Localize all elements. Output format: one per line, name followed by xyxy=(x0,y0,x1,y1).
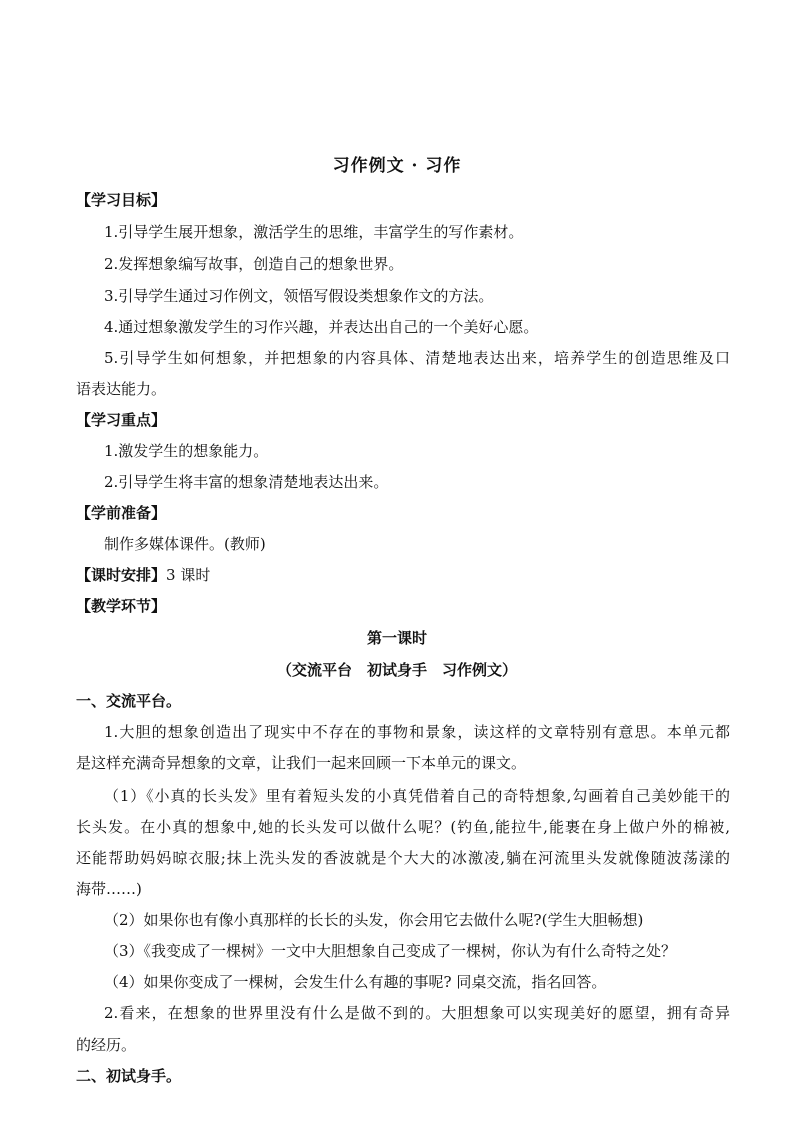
objective-item: 1.引导学生展开想象，激活学生的思维，丰富学生的写作素材。 xyxy=(104,223,524,241)
question3: （3）《我变成了一棵树》一文中大胆想象自己变成了一棵树，你认为有什么奇特之处？ xyxy=(104,942,677,960)
lesson1-subtitle: （交流平台 初试身手 习作例文） xyxy=(276,661,517,679)
preparation-text: 制作多媒体课件。(教师) xyxy=(104,535,266,553)
objective-item-5-line1: 5.引导学生如何想象，并把想象的内容具体、清楚地表达出来，培养学生的创造思维及口 xyxy=(104,349,730,367)
objective-item-5-line2: 语表达能力。 xyxy=(76,380,167,398)
section1-p1-line1: 1.大胆的想象创造出了现实中不存在的事物和景象，读这样的文章特别有意思。本单元都 xyxy=(104,723,730,741)
key-points-heading: 【学习重点】 xyxy=(76,411,167,429)
question2: （2）如果你也有像小真那样的长长的头发，你会用它去做什么呢?(学生大胆畅想) xyxy=(104,911,644,929)
section2-heading: 二、初试身手。 xyxy=(76,1067,182,1085)
lesson1-title: 第一课时 xyxy=(366,629,427,647)
question4: （4）如果你变成了一棵树，会发生什么有趣的事呢? 同桌交流，指名回答。 xyxy=(104,973,607,991)
preparation-heading: 【学前准备】 xyxy=(76,504,167,522)
schedule-text: 3 课时 xyxy=(166,566,211,584)
objective-item: 4.通过想象激发学生的习作兴趣，并表达出自己的一个美好心愿。 xyxy=(104,318,539,336)
section1-p2-line1: 2.看来，在想象的世界里没有什么是做不到的。大胆想象可以实现美好的愿望，拥有奇异 xyxy=(104,1004,730,1022)
key-point-item: 1.激发学生的想象能力。 xyxy=(104,442,269,460)
question1-line1: （1）《小真的长头发》里有着短头发的小真凭借着自己的奇特想象,勾画着自己美妙能干的 xyxy=(104,787,730,805)
document-title: 习作例文 · 习作 xyxy=(332,156,462,176)
question1-line3: 还能帮助妈妈晾衣服;抹上洗头发的香波就是个大大的冰激凌,躺在河流里头发就像随波荡漾的 xyxy=(76,849,730,867)
question1-line2: 长头发。在小真的想象中,她的长头发可以做什么呢？(钓鱼,能拉牛,能裹在身上做户外的棉被, xyxy=(76,818,730,836)
objective-item: 3.引导学生通过习作例文，领悟写假设类想象作文的方法。 xyxy=(104,287,494,305)
steps-heading: 【教学环节】 xyxy=(76,597,167,615)
section1-p2-line2: 的经历。 xyxy=(76,1036,137,1054)
schedule-heading: 【课时安排】 xyxy=(76,566,167,584)
objective-item: 2.发挥想象编写故事，创造自己的想象世界。 xyxy=(104,255,404,273)
schedule-line xyxy=(76,565,210,585)
objectives-heading: 【学习目标】 xyxy=(76,191,167,209)
key-point-item: 2.引导学生将丰富的想象清楚地表达出来。 xyxy=(104,473,389,491)
section1-heading: 一、交流平台。 xyxy=(76,692,182,710)
section1-p1-line2: 是这样充满奇异想象的文章，让我们一起来回顾一下本单元的课文。 xyxy=(76,754,527,772)
question1-line4: 海带……) xyxy=(76,880,142,898)
